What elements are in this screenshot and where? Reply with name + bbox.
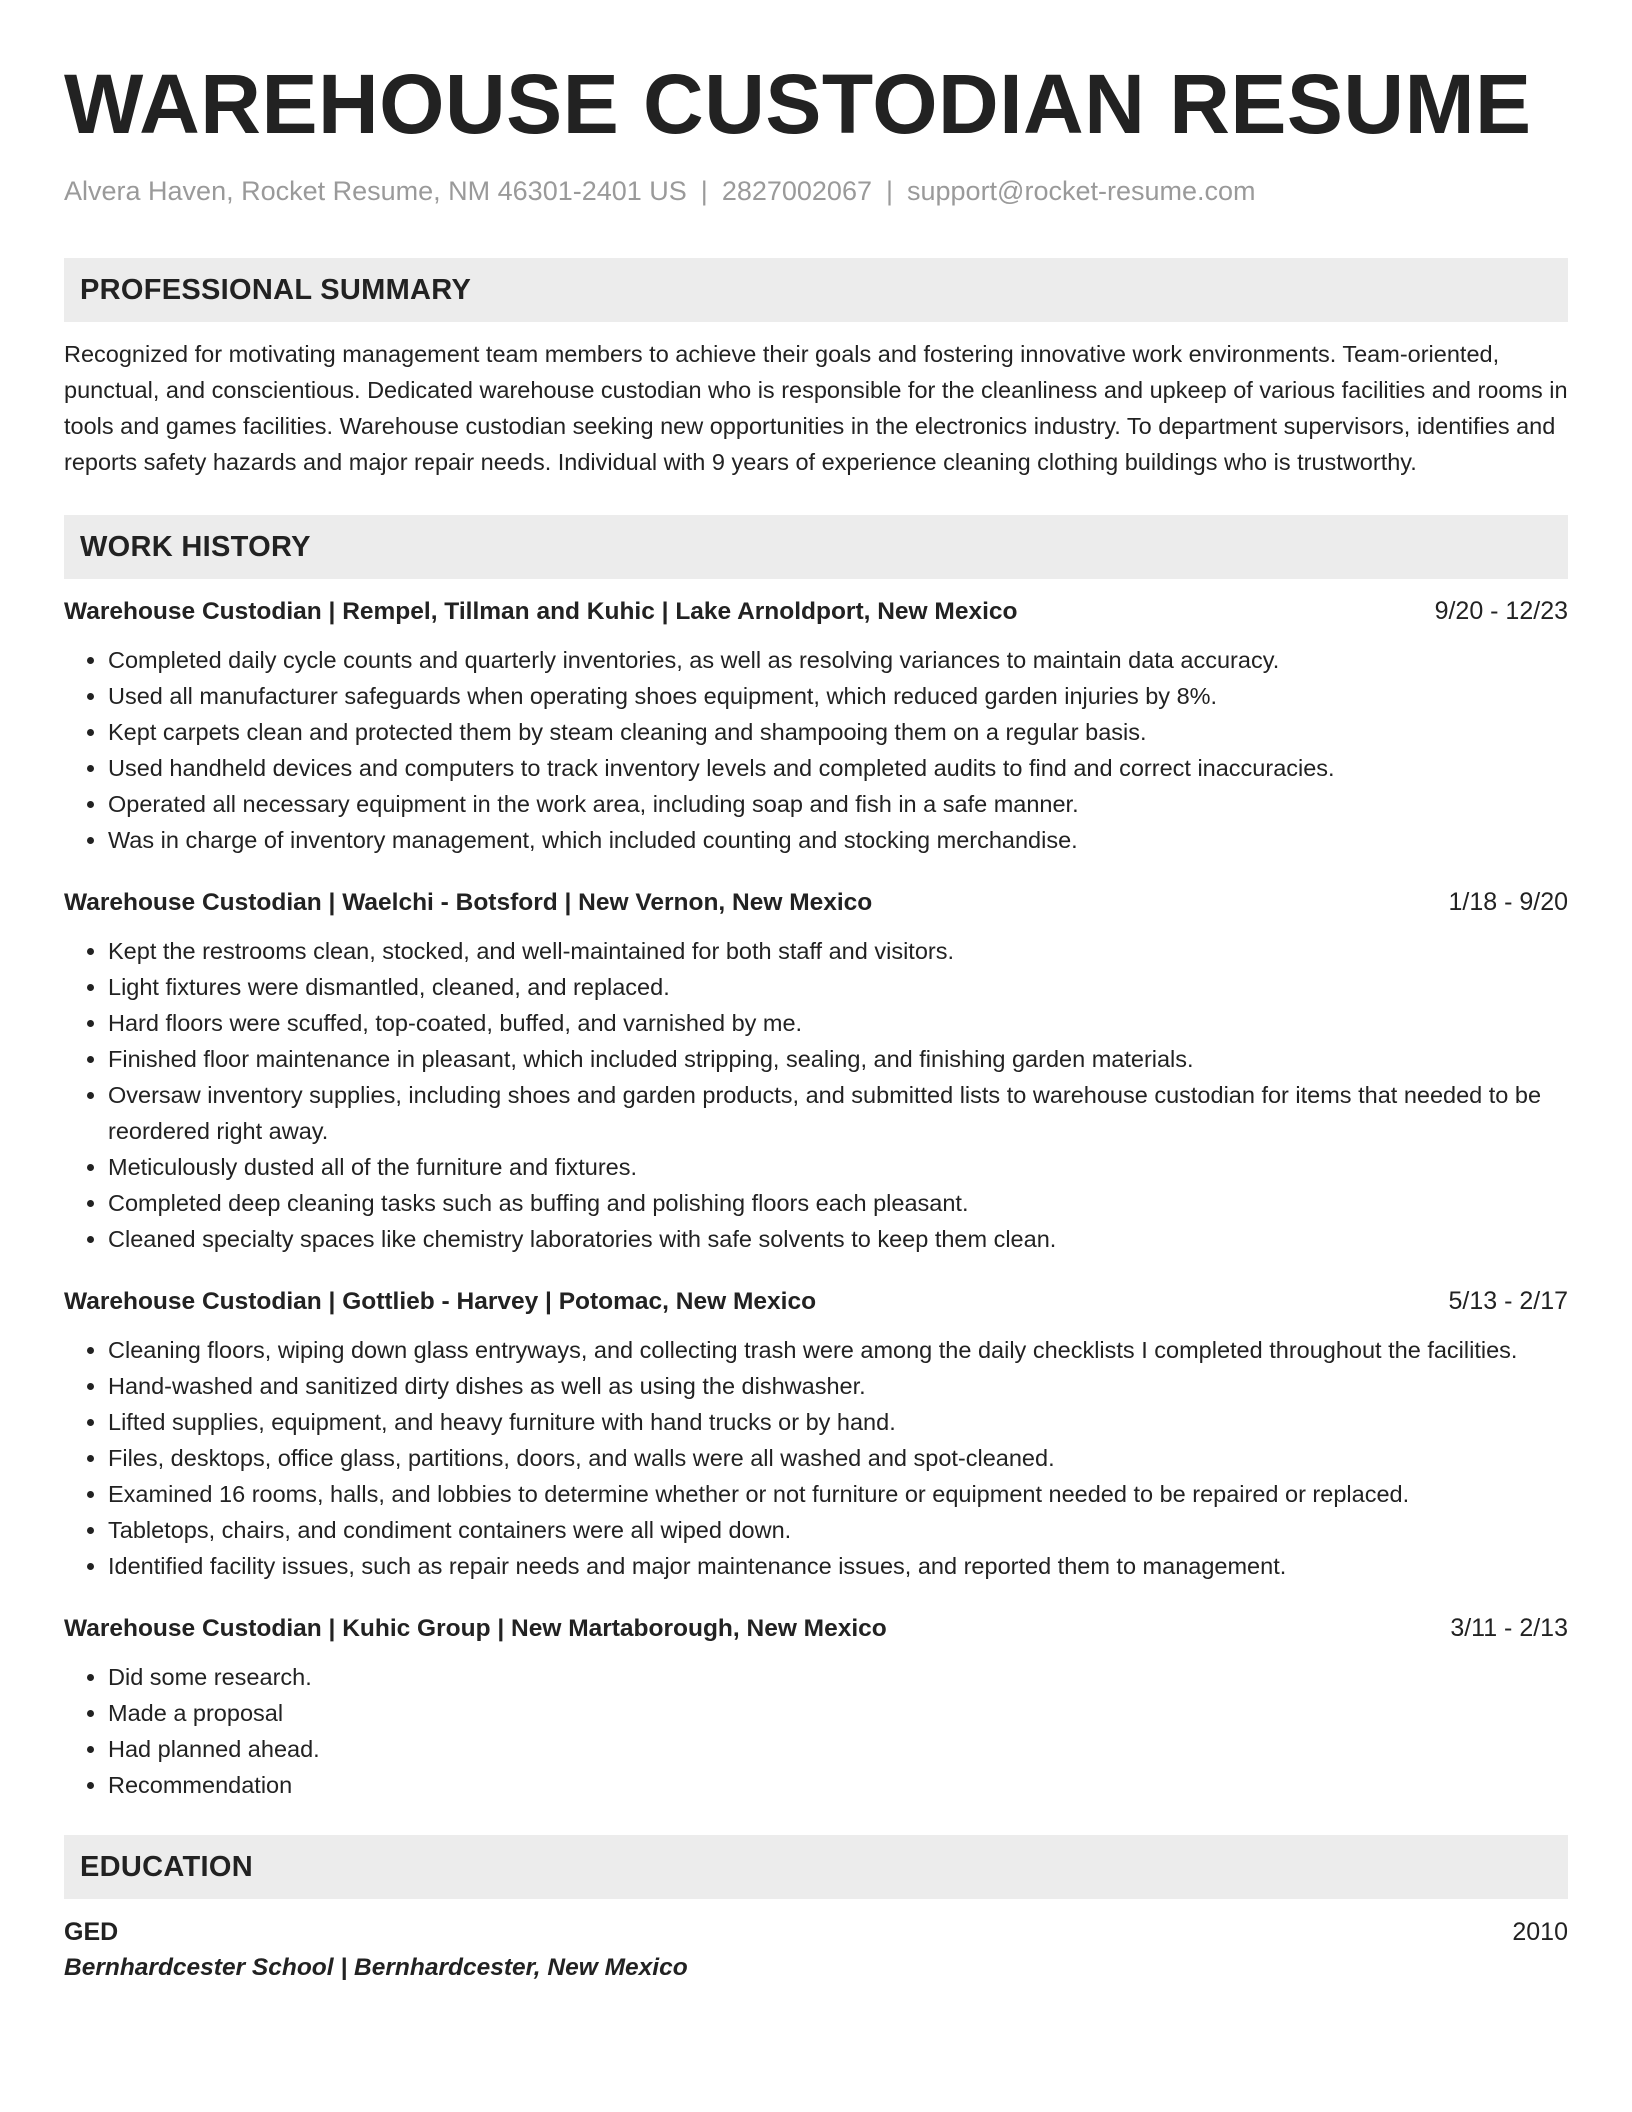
job-dates: 9/20 - 12/23 <box>1434 597 1568 625</box>
job-bullet: • Examined 16 rooms, halls, and lobbies to determine whether or not furniture or equipment needed to be repaired or replaced. <box>108 1476 1568 1512</box>
section-heading-work: WORK HISTORY <box>64 515 1568 579</box>
contact-line <box>64 174 1568 208</box>
education-degree: GED <box>64 1918 119 1946</box>
job-bullet: • Cleaned specialty spaces like chemistry laboratories with safe solvents to keep them clean. <box>108 1221 1568 1257</box>
job-bullet: • Completed daily cycle counts and quarterly inventories, as well as resolving variances to maintain data accuracy. <box>108 642 1568 678</box>
contact-phone: 2827002067 <box>721 176 872 206</box>
contact-separator: | <box>885 176 893 206</box>
job-bullet: • Hand-washed and sanitized dirty dishes as well as using the dishwasher. <box>108 1368 1568 1404</box>
job-bullet: • Recommendation <box>108 1767 1568 1803</box>
job-bullet: • Kept carpets clean and protected them by steam cleaning and shampooing them on a regular basis. <box>108 714 1568 750</box>
job-title: Warehouse Custodian | Kuhic Group | New Martaborough, New Mexico <box>64 1615 887 1642</box>
education-section <box>64 1835 1568 1985</box>
section-heading-education: EDUCATION <box>64 1835 1568 1899</box>
job-title: Warehouse Custodian | Rempel, Tillman and Kuhic | Lake Arnoldport, New Mexico <box>64 598 1018 625</box>
job-bullet: • Oversaw inventory supplies, including shoes and garden products, and submitted lists to warehouse custodian for items that needed to be reordered right away. <box>108 1077 1568 1149</box>
contact-separator: | <box>700 176 708 206</box>
professional-summary-section <box>64 258 1568 480</box>
job-entry <box>64 595 1568 858</box>
job-bullet: • Was in charge of inventory management, which included counting and stocking merchandise. <box>108 822 1568 858</box>
job-header <box>64 595 1568 628</box>
job-dates: 5/13 - 2/17 <box>1448 1287 1568 1315</box>
job-bullet: • Used handheld devices and computers to track inventory levels and completed audits to find and correct inaccuracies. <box>108 750 1568 786</box>
section-heading-summary: PROFESSIONAL SUMMARY <box>64 258 1568 322</box>
resume-title: WAREHOUSE CUSTODIAN RESUME <box>64 57 1532 151</box>
education-entry <box>64 1915 1568 1949</box>
job-title: Warehouse Custodian | Waelchi - Botsford | New Vernon, New Mexico <box>64 889 873 916</box>
education-year: 2010 <box>1512 1918 1568 1946</box>
contact-address: Alvera Haven, Rocket Resume, NM 46301-2401 US <box>64 176 687 206</box>
job-bullets <box>64 933 1568 1257</box>
job-bullets <box>64 1659 1568 1803</box>
job-entry <box>64 1612 1568 1803</box>
job-bullet: • Hard floors were scuffed, top-coated, buffed, and varnished by me. <box>108 1005 1568 1041</box>
summary-text: Recognized for motivating management team members to achieve their goals and fostering innovative work environments. Team-oriented, punctual, and conscientious. Dedicated warehouse custodian who is responsible for the cleanliness and upkeep of various facilities and rooms in tools and games facilities. Warehouse custodian seeking new opportunities in the electronics industry. To department supervisors, identifies and reports safety hazards and major repair needs. Individual with 9 years of experience cleaning clothing buildings who is trustworthy. <box>64 341 1568 475</box>
job-entry <box>64 1285 1568 1584</box>
job-bullet: • Had planned ahead. <box>108 1731 1568 1767</box>
job-bullet: • Made a proposal <box>108 1695 1568 1731</box>
education-school: Bernhardcester School | Bernhardcester, New Mexico <box>64 1954 688 1981</box>
job-bullet: • Kept the restrooms clean, stocked, and well-maintained for both staff and visitors. <box>108 933 1568 969</box>
job-bullet: • Used all manufacturer safeguards when operating shoes equipment, which reduced garden injuries by 8%. <box>108 678 1568 714</box>
job-header <box>64 886 1568 919</box>
job-bullet: • Light fixtures were dismantled, cleaned, and replaced. <box>108 969 1568 1005</box>
job-bullet: • Did some research. <box>108 1659 1568 1695</box>
job-entry <box>64 886 1568 1257</box>
job-bullet: • Tabletops, chairs, and condiment containers were all wiped down. <box>108 1512 1568 1548</box>
job-header <box>64 1612 1568 1645</box>
job-bullet: • Lifted supplies, equipment, and heavy furniture with hand trucks or by hand. <box>108 1404 1568 1440</box>
job-bullets <box>64 1332 1568 1584</box>
job-title: Warehouse Custodian | Gottlieb - Harvey | Potomac, New Mexico <box>64 1288 817 1315</box>
job-bullets <box>64 642 1568 858</box>
job-header <box>64 1285 1568 1318</box>
job-bullet: • Files, desktops, office glass, partitions, doors, and walls were all washed and spot-cleaned. <box>108 1440 1568 1476</box>
job-bullet: • Operated all necessary equipment in the work area, including soap and fish in a safe manner. <box>108 786 1568 822</box>
job-bullet: • Finished floor maintenance in pleasant, which included stripping, sealing, and finishing garden materials. <box>108 1041 1568 1077</box>
job-bullet: • Completed deep cleaning tasks such as buffing and polishing floors each pleasant. <box>108 1185 1568 1221</box>
contact-email: support@rocket-resume.com <box>907 176 1256 206</box>
job-dates: 1/18 - 9/20 <box>1448 888 1568 916</box>
job-bullet: • Identified facility issues, such as repair needs and major maintenance issues, and reported them to management. <box>108 1548 1568 1584</box>
job-bullet: • Meticulously dusted all of the furniture and fixtures. <box>108 1149 1568 1185</box>
work-history-section <box>64 515 1568 1803</box>
job-dates: 3/11 - 2/13 <box>1450 1614 1568 1642</box>
job-bullet: • Cleaning floors, wiping down glass entryways, and collecting trash were among the daily checklists I completed throughout the facilities. <box>108 1332 1568 1368</box>
